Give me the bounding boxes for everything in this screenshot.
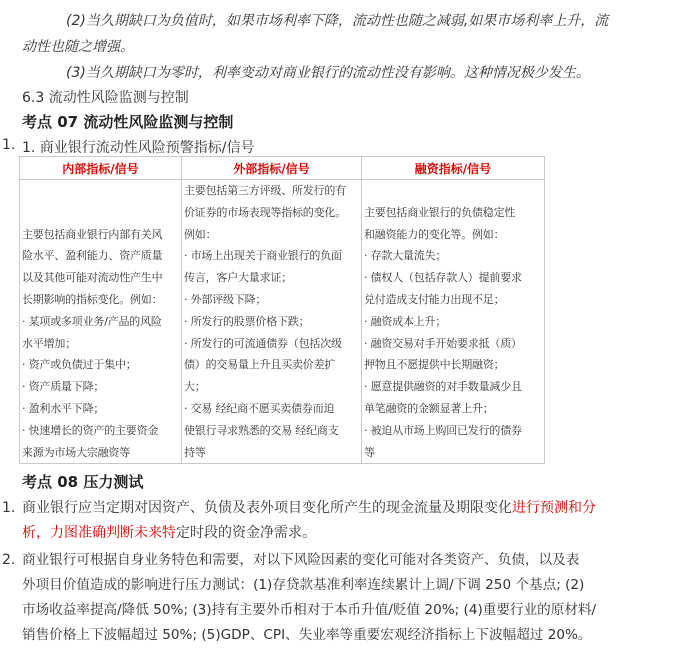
topic-08-heading: 考点 08 压力测试 — [22, 473, 144, 491]
table-cell-financing — [362, 180, 545, 464]
cell-line: · 所发行的可流通债券（包括次级 — [184, 336, 342, 350]
list-number: 1. — [2, 500, 16, 516]
paragraph-3: (3)当久期缺口为零时，利率变动对商业银行的流动性没有影响。这种情况极少发生。 — [66, 65, 590, 81]
text-segment: 定时段的资金净需求。 — [176, 525, 316, 541]
paragraph-line — [22, 496, 674, 521]
table-cell-external — [182, 180, 362, 464]
cell-line: 主要包括商业银行的负债稳定性 — [364, 205, 516, 219]
paragraph-line: 销售价格上下波幅超过 50%; (5)GDP、CPI、失业率等重要宏观经济指标上下波幅超过 20%。 — [22, 627, 592, 643]
paragraph-line: 市场收益率提高/降低 50%; (3)持有主要外币相对于本币升值/贬值 20%; (4)重要行业的原材料/ — [22, 602, 597, 618]
cell-line: · 被迫从市场上购回已发行的债券 — [364, 423, 522, 437]
cell-line: · 外部评级下降； — [184, 292, 267, 306]
cell-line: · 某项或多项业务/产品的风险 — [22, 314, 162, 328]
list-number: 2. — [2, 552, 16, 568]
cell-line — [22, 202, 179, 224]
paragraph-forecast — [22, 496, 674, 546]
cell-line: · 资产质量下降； — [22, 380, 105, 394]
cell-line: · 市场上出现关于商业银行的负面 — [184, 249, 342, 263]
cell-line: · 快速增长的资产的主要资金 — [22, 423, 159, 437]
indicator-table — [19, 156, 545, 464]
section-heading-6-3: 6.3 流动性风险监测与控制 — [22, 90, 189, 106]
cell-line: 险水平、盈利能力、资产质量 — [22, 249, 163, 263]
cell-line: · 融资交易对手开始要求抵（质） — [364, 336, 522, 350]
cell-line: 和融资能力的变化等。例如： — [364, 227, 505, 241]
cell-line: 使银行寻求熟悉的交易 经纪商支 — [184, 423, 339, 437]
paragraph-stress-test — [22, 548, 674, 648]
cell-line: · 融资成本上升； — [364, 314, 447, 328]
cell-line: 主要包括第三方评级、所发行的有 — [184, 184, 346, 197]
list-number: 1. — [2, 137, 16, 153]
paragraph-line — [22, 521, 674, 546]
paragraph-2-line-2: 动性也随之增强。 — [22, 39, 134, 55]
text-segment: 商业银行应当定期对因资产、负债及表外项目变化所产生的现金流量及期限变化 — [22, 500, 512, 516]
cell-line: · 愿意提供融资的对手数量减少且 — [364, 380, 522, 394]
cell-line: · 存款大量流失； — [364, 249, 447, 263]
cell-line: 押物且不愿提供中长期融资； — [364, 358, 505, 372]
highlight-text: 进行预测和分 — [512, 500, 596, 516]
cell-line: 来源为市场大宗融资等 — [22, 445, 130, 459]
cell-line: 持等 — [184, 445, 206, 459]
cell-line: 长期影响的指标变化。例如： — [22, 292, 163, 306]
cell-line: · 所发行的股票价格下跌； — [184, 314, 310, 328]
paragraph-line: 商业银行可根据自身业务特色和需要，对以下风险因素的变化可能对各类资产、负债，以及表 — [22, 552, 580, 568]
cell-line: 水平增加； — [22, 336, 76, 350]
table-row — [20, 180, 545, 464]
cell-line: · 盈利水平下降； — [22, 401, 105, 415]
table-header-financing: 融资指标/信号 — [362, 157, 545, 180]
table-header-row — [20, 157, 545, 180]
cell-line — [364, 180, 542, 202]
table-header-external: 外部指标/信号 — [182, 157, 362, 180]
cell-line: 大； — [184, 380, 206, 394]
cell-line — [22, 180, 179, 202]
paragraph-2-line-1: (2)当久期缺口为负值时，如果市场利率下降，流动性也随之减弱,如果市场利率上升，流 — [66, 13, 609, 29]
cell-line: 债）的交易量上升且买卖价差扩 — [184, 358, 336, 372]
highlight-text: 析，力图准确判断未来特 — [22, 525, 176, 541]
cell-line: 等 — [364, 445, 375, 459]
cell-line: 以及其他可能对流动性产生中 — [22, 271, 163, 285]
cell-line: 传言，客户大量求证； — [184, 271, 292, 285]
paragraph-line: 外项目价值造成的影响进行压力测试：(1)存贷款基准利率连续累计上调/下调 250 个基点; (2) — [22, 577, 585, 593]
cell-line: · 交易 经纪商不愿买卖债券而迫 — [184, 401, 335, 415]
cell-line: 主要包括商业银行内部有关风 — [22, 227, 163, 241]
cell-line: 兑付造成支付能力出现不足； — [364, 292, 505, 306]
table-cell-internal — [20, 180, 182, 464]
cell-line: 价证券的市场表现等指标的变化。 — [184, 205, 346, 219]
topic-07-heading: 考点 07 流动性风险监测与控制 — [22, 113, 234, 131]
cell-line: · 债权人（包括存款人）提前要求 — [364, 271, 522, 285]
cell-line: 例如： — [184, 227, 217, 241]
list-item-warning-indicators: 1. 商业银行流动性风险预警指标/信号 — [22, 140, 255, 156]
table-header-internal: 内部指标/信号 — [20, 157, 182, 180]
cell-line: · 资产或负债过于集中； — [22, 358, 137, 372]
cell-line: 单笔融资的金额显著上升； — [364, 401, 494, 415]
